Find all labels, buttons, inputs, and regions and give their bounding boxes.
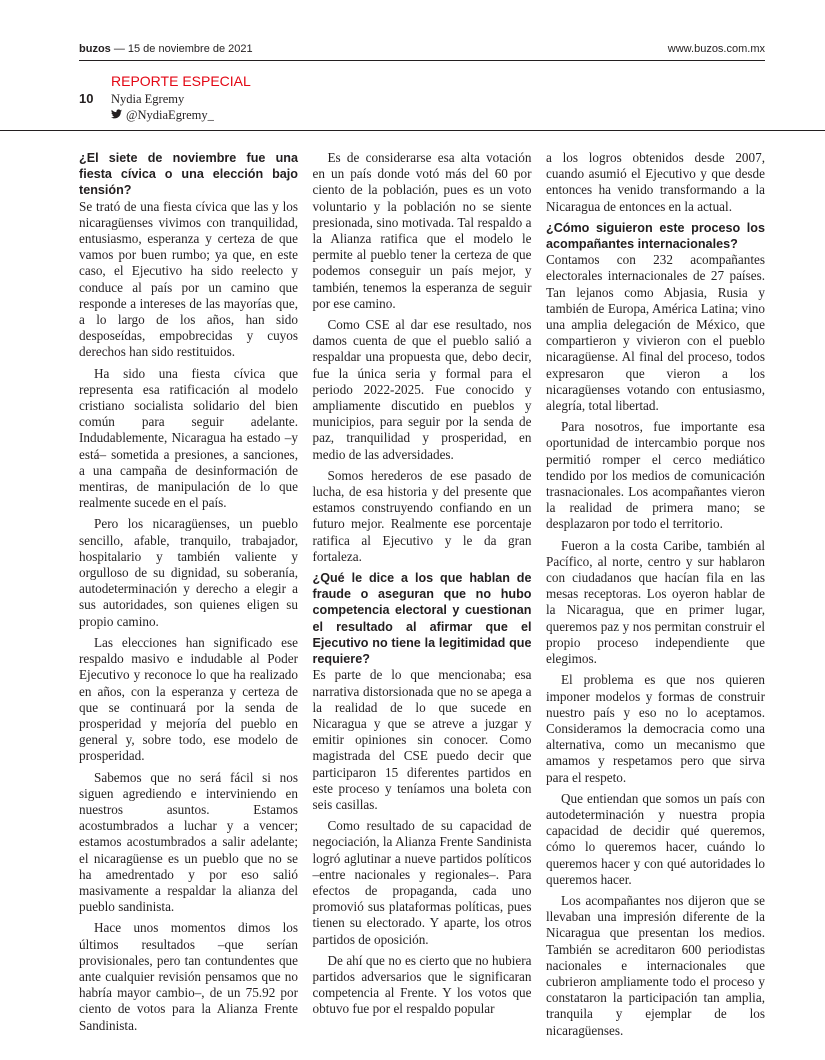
paragraph: De ahí que no es cierto que no hubiera partidos adversarios que le significaran competencia al Frente. Y los votos que obtuvo fue por el respaldo popular [312,952,532,1017]
paragraph: Sabemos que no será fácil si nos siguen agrediendo e interviniendo en nuestros asuntos. Estamos acostumbrados a luchar y a vencer; estamos acostumbrados a salir adelante; el nicaragüense es un pueblo que no se ha amedrentado y por eso salió masivamente a respaldar la alianza del pueblo sandinista. [79,769,298,915]
interview-question: ¿Cómo siguieron este proceso los acompañantes internacionales? [546,220,765,252]
interview-question: ¿El siete de noviembre fue una fiesta cívica o una elección bajo tensión? [79,151,298,198]
paragraph: Contamos con 232 acompañantes electorales internacionales de 27 países. Tan lejanos como Abjasia, Rusia y también de Europa, América Latina; vino una amplia delegación de México, que compartieron y vivieron con el pueblo nicaragüense. Al final del proceso, todos expresaron que vieron a los nicaragüenses votando con entusiasmo, alegría, total libertad. [546,252,765,414]
article-column-2 [313,150,532,1050]
publication-date [79,43,253,55]
paragraph: Somos herederos de ese pasado de lucha, de esa historia y del presente que estamos construyendo confiando en un futuro mejor. Realmente ese porcentaje ratifica al Ejecutivo y le da gran fortaleza. [312,467,532,564]
twitter-bird-icon [111,108,122,123]
author-handle [111,108,214,123]
paragraph: a los logros obtenidos desde 2007, cuando asumió el Ejecutivo y que desde entonces ha venido transformando a la Nicaragua de entonces en la actual. [546,150,765,214]
issue-date: — 15 de noviembre de 2021 [110,43,253,55]
paragraph: Hace unos momentos dimos los últimos resultados –que serían provisionales, pero tan contundentes que ante cualquier revisión pensamos que no habría mayor cambio–, de un 75.92 por ciento de votos para la Alianza Frente Sandinista. [79,920,298,1033]
paragraph: Pero los nicaragüenses, un pueblo sencillo, afable, tranquilo, trabajador, hospitalario y también valiente y orgulloso de su dignidad, su soberanía, autodeterminación y derecho a elegir a sus autoridades, son quienes eligen su propio camino. [79,516,298,629]
paragraph: Se trató de una fiesta cívica que las y los nicaragüenses vivimos con tranquilidad, entusiasmo, esperanza y certeza de que vamos por buen rumbo; ya que, en este caso, el Ejecutivo ha sido reelecto y conduce al país por un camino que responde a intereses de las mayorías que, a lo largo de los años, han sido desposeídas, empobrecidas y cuyos derechos han sido restituidos. [79,198,298,360]
paragraph: Es parte de lo que mencionaba; esa narrativa distorsionada que no se apega a la realidad de lo que sucede en Nicaragua y que se atreve a juzgar y emitir opiniones sin conocer. Como magistrada del CSE puedo decir que participaron 15 diferentes partidos en este proceso y teníamos una boleta con seis casillas. [312,667,532,812]
paragraph: Ha sido una fiesta cívica que representa esa ratificación al modelo cristiano socialista solidario del bien común para seguir adelante. Indudablemente, Nicaragua ha estado –y está– sometida a presiones, a sanciones, a una campaña de desinformación de mentiras, de manipulación de lo que realmente sucede en el país. [79,365,298,511]
paragraph: Fueron a la costa Caribe, también al Pacífico, al norte, centro y sur hablaron con ciudadanos que hacían fila en las mesas receptoras. Los oyeron hablar de la Nicaragua, que en primer lugar, queremos paz y nos permitan construir el propio proceso independiente que elegimos. [546,537,765,667]
website-url: www.buzos.com.mx [667,43,765,55]
interview-question: ¿Qué le dice a los que hablan de fraude o aseguran que no hubo competencia electoral y cuestionan el resultado al afirmar que el Ejecutivo no tiene la legitimidad que requiere? [312,571,532,667]
author-name: Nydia Egremy [111,92,185,106]
paragraph: El problema es que nos quieren imponer modelos y formas de construir nuestro país y eso no lo aceptamos. Consideramos la democracia como una alternativa, como un mecanismo que amamos y respetamos pero que sirva para el respeto. [546,672,765,785]
paragraph: Que entiendan que somos un país con autodeterminación y nuestra propia capacidad de decidir qué queremos, cómo lo queremos hacer, cuándo lo queremos hacer y con qué autoridades lo queremos hacer. [546,790,765,887]
paragraph: Como resultado de su capacidad de negociación, la Alianza Frente Sandinista logró aglutinar a nueve partidos políticos –entre nacionales y regionales–. Para efectos de propaganda, cada uno promovió sus plataformas políticas, pues tienen su electorado. Y aparte, los otros partidos de oposición. [312,818,532,947]
article-column-1 [79,150,298,1050]
paragraph: Para nosotros, fue importante esa oportunidad de intercambio porque nos permitió romper el cerco mediático tendido por los medios de comunicación trasnacionales. Los acompañantes vieron la realidad de primera mano; se desplazaron por todo el territorio. [546,419,765,532]
paragraph: Las elecciones han significado ese respaldo masivo e indudable al Poder Ejecutivo y reconoce lo que ha realizado en años, con la esperanza y certeza de que se continuará por la senda de prosperidad y mejoría del pueblo en general y, sobre todo, ese modelo de prosperidad. [79,634,298,764]
article-column-3 [546,150,765,1050]
page-number: 10 [79,91,94,106]
paragraph: Como CSE al dar ese resultado, nos damos cuenta de que el pueblo salió a respaldar una propuesta que, debo decir, fue la única seria y formal para el periodo 2022-2025. Fue conocido y ampliamente discutido en pueblos y municipios, para seguir por la senda de paz, tranquilidad y prosperidad, en medio de las adversidades. [312,317,532,462]
section-label: REPORTE ESPECIAL [111,73,251,89]
page-header [79,40,765,61]
header-divider [0,130,825,131]
article-body [79,150,765,1050]
paragraph: Los acompañantes nos dijeron que se llevaban una impresión diferente de la Nicaragua que presentan los medios. También se acreditaron 600 periodistas nacionales e internacionales que cubrieron ampliamente todo el proceso y constataron la participación tan amplia, tranquila y ejemplar de los nicaragüenses. [546,892,765,1038]
author-handle-text: @NydiaEgremy_ [126,108,214,122]
publication-name: buzos [79,43,111,55]
paragraph: Es de considerarse esa alta votación en un país donde votó más del 60 por ciento de la población, pues es un voto voluntario y la población no se siente presionada, sino motivada. Tal respaldo a la Alianza ratifica que el modelo le permite al pueblo tener la certeza de que podemos conseguir un país mejor, y también, tenemos la esperanza de seguir por ese camino. [312,150,532,311]
